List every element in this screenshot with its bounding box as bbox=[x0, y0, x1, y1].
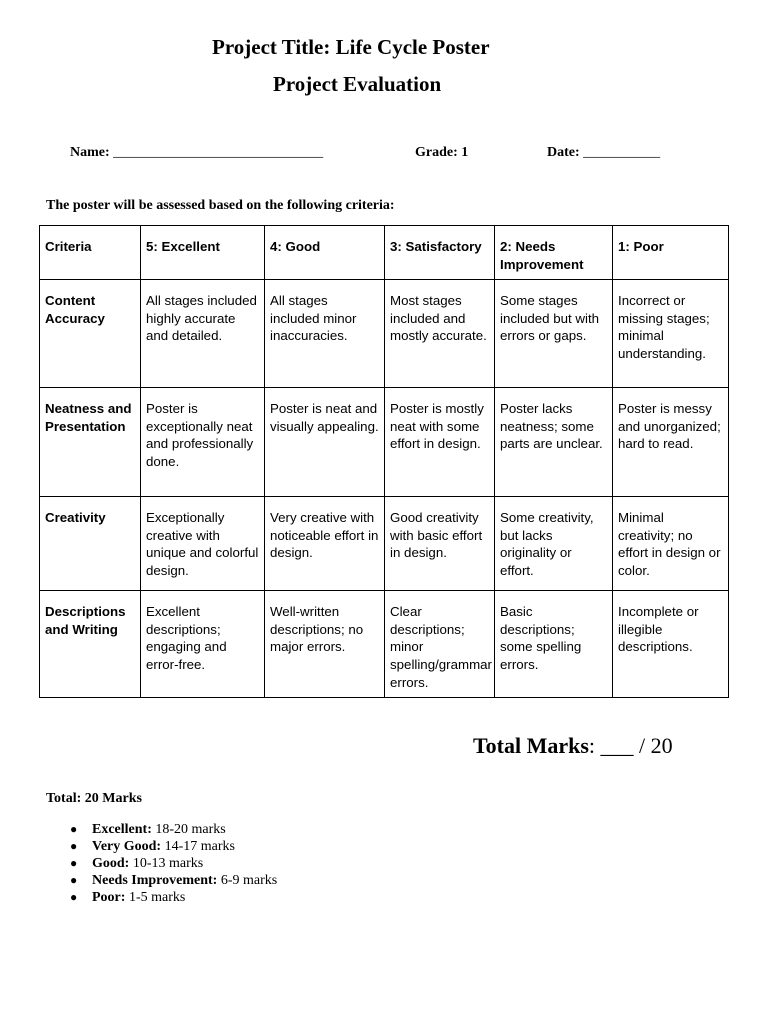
grade-field bbox=[415, 145, 468, 161]
rubric-cell: Clear descriptions; minor spelling/grammar errors. bbox=[385, 591, 495, 698]
name-label: Name: bbox=[70, 145, 110, 160]
scale-label: Needs Improvement: bbox=[92, 873, 218, 888]
scale-label: Poor: bbox=[92, 890, 126, 905]
bullet-icon: ● bbox=[70, 873, 78, 887]
scale-label: Very Good: bbox=[92, 839, 162, 854]
scale-range: 14-17 marks bbox=[164, 839, 235, 854]
header-needs-improvement: 2: Needs Improvement bbox=[495, 226, 613, 280]
rubric-cell: Exceptionally creative with unique and colorful design. bbox=[141, 497, 265, 591]
rubric-cell: All stages included highly accurate and detailed. bbox=[141, 280, 265, 388]
rubric-header-row bbox=[40, 226, 729, 280]
list-item bbox=[46, 872, 277, 889]
document-title: Project Title: Life Cycle Poster bbox=[212, 35, 490, 59]
rubric-cell: Poster is exceptionally neat and professionally done. bbox=[141, 388, 265, 497]
total-marks-label: Total Marks bbox=[473, 733, 589, 758]
rubric-table bbox=[39, 225, 729, 698]
rubric-cell: Very creative with noticeable effort in design. bbox=[265, 497, 385, 591]
rubric-cell: Poster is mostly neat with some effort in design. bbox=[385, 388, 495, 497]
scale-range: 1-5 marks bbox=[128, 890, 186, 905]
list-item bbox=[46, 838, 277, 855]
total-marks-value: : ___ / 20 bbox=[588, 733, 673, 758]
list-item bbox=[46, 889, 277, 906]
rubric-cell: Poster lacks neatness; some parts are unclear. bbox=[495, 388, 613, 497]
header-satisfactory: 3: Satisfactory bbox=[385, 226, 495, 280]
criteria-cell: Descriptions and Writing bbox=[40, 591, 141, 698]
grade-label: Grade: bbox=[415, 145, 458, 160]
criteria-intro: The poster will be assessed based on the following criteria: bbox=[46, 198, 395, 213]
grading-scale-list bbox=[46, 821, 277, 906]
criteria-cell: Creativity bbox=[40, 497, 141, 591]
rubric-cell: Some creativity, but lacks originality or effort. bbox=[495, 497, 613, 591]
bullet-icon: ● bbox=[70, 822, 78, 836]
rubric-cell: Minimal creativity; no effort in design or color. bbox=[613, 497, 729, 591]
scale-range: 10-13 marks bbox=[132, 856, 204, 871]
rubric-row-creativity bbox=[40, 497, 729, 591]
scale-label: Excellent: bbox=[92, 822, 152, 837]
grade-value: 1 bbox=[461, 145, 469, 160]
rubric-row-neatness bbox=[40, 388, 729, 497]
header-poor: 1: Poor bbox=[613, 226, 729, 280]
rubric-cell: Most stages included and mostly accurate. bbox=[385, 280, 495, 388]
scale-range: 6-9 marks bbox=[220, 873, 278, 888]
document-subtitle: Project Evaluation bbox=[273, 72, 442, 96]
rubric-cell: Incomplete or illegible descriptions. bbox=[613, 591, 729, 698]
list-item bbox=[46, 821, 277, 838]
total-heading: Total: 20 Marks bbox=[46, 791, 142, 806]
header-excellent: 5: Excellent bbox=[141, 226, 265, 280]
criteria-cell: Content Accuracy bbox=[40, 280, 141, 388]
date-blank: ___________ bbox=[583, 145, 661, 160]
scale-range: 18-20 marks bbox=[155, 822, 226, 837]
date-field bbox=[547, 145, 660, 161]
rubric-cell: Incorrect or missing stages; minimal understanding. bbox=[613, 280, 729, 388]
criteria-cell: Neatness and Presentation bbox=[40, 388, 141, 497]
rubric-cell: Some stages included but with errors or gaps. bbox=[495, 280, 613, 388]
bullet-icon: ● bbox=[70, 839, 78, 853]
scale-label: Good: bbox=[92, 856, 130, 871]
bullet-icon: ● bbox=[70, 856, 78, 870]
total-marks-line bbox=[473, 733, 673, 759]
list-item bbox=[46, 855, 277, 872]
rubric-cell: Well-written descriptions; no major errors. bbox=[265, 591, 385, 698]
rubric-cell: All stages included minor inaccuracies. bbox=[265, 280, 385, 388]
bullet-icon: ● bbox=[70, 890, 78, 904]
rubric-cell: Good creativity with basic effort in design. bbox=[385, 497, 495, 591]
rubric-cell: Basic descriptions; some spelling errors. bbox=[495, 591, 613, 698]
rubric-cell: Excellent descriptions; engaging and error-free. bbox=[141, 591, 265, 698]
date-label: Date: bbox=[547, 145, 580, 160]
header-criteria: Criteria bbox=[40, 226, 141, 280]
rubric-row-descriptions bbox=[40, 591, 729, 698]
rubric-cell: Poster is neat and visually appealing. bbox=[265, 388, 385, 497]
rubric-cell: Poster is messy and unorganized; hard to read. bbox=[613, 388, 729, 497]
rubric-row-content-accuracy bbox=[40, 280, 729, 388]
header-good: 4: Good bbox=[265, 226, 385, 280]
name-blank: ______________________________ bbox=[113, 145, 324, 160]
name-field bbox=[70, 145, 323, 161]
